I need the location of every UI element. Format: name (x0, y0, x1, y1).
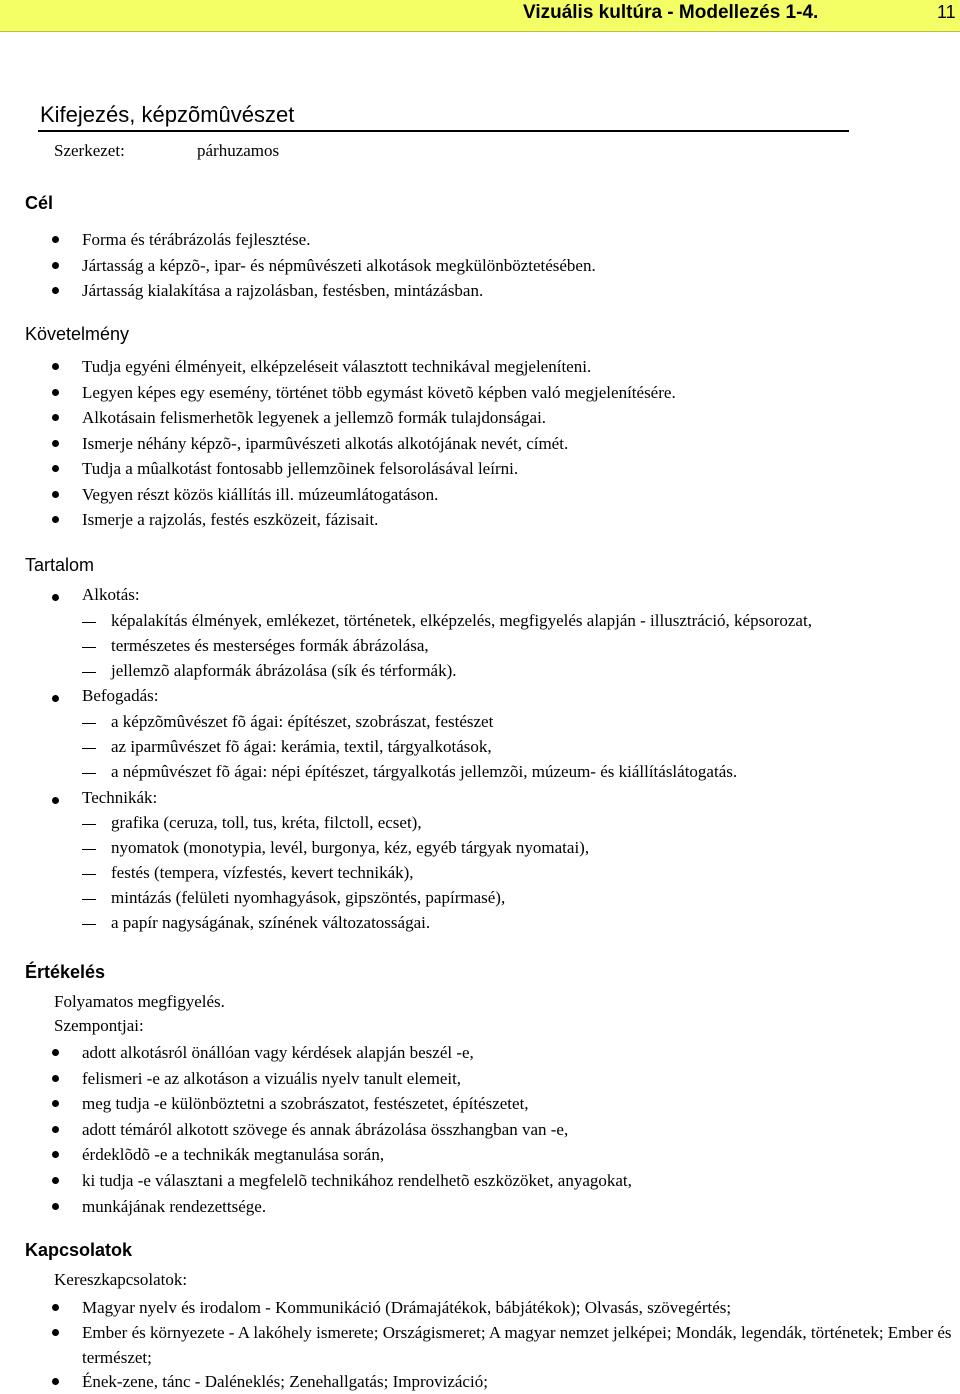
bullet-icon (52, 594, 59, 601)
bullet-icon (52, 440, 59, 447)
list-item: Ismerje a rajzolás, festés eszközeit, fázisait. (0, 507, 676, 533)
ertekeles-intro: Folyamatos megfigyelés. (54, 992, 225, 1011)
bullet-icon (52, 1304, 59, 1311)
dash-icon (82, 824, 96, 825)
section-title-tartalom: Tartalom (25, 555, 95, 575)
ertekeles-criteria-label: Szempontjai: (54, 1016, 144, 1035)
bullet-icon (52, 1049, 59, 1056)
list-item: adott alkotásról önállóan vagy kérdések alapján beszél -e, (0, 1040, 632, 1066)
dash-icon (82, 849, 96, 850)
list-item: Legyen képes egy esemény, történet több egymást követõ képben való megjelenítésére. (0, 380, 676, 406)
dash-icon (82, 622, 96, 623)
bullet-icon (52, 363, 59, 370)
bullet-icon (52, 1177, 59, 1184)
list-item: Jártasság a képzõ-, ipar- és népmûvészeti alkotások megkülönböztetésében. (0, 253, 596, 279)
dash-icon (82, 647, 96, 648)
dash-icon (82, 773, 96, 774)
dash-icon (82, 723, 96, 724)
header-title: Vizuális kultúra - Modellezés 1-4. (523, 2, 819, 23)
list-item: ki tudja -e választani a megfelelõ technikához rendelhetõ eszközöket, anyagokat, (0, 1168, 632, 1194)
bullet-icon (52, 262, 59, 269)
bullet-icon (52, 287, 59, 294)
bullet-icon (52, 236, 59, 243)
bullet-icon (52, 1203, 59, 1210)
page-number: 11 (937, 2, 956, 22)
list-item: Tudja a mûalkotást fontosabb jellemzõinek felsorolásával leírni. (0, 456, 676, 482)
bullet-icon (52, 516, 59, 523)
dash-icon (82, 924, 96, 925)
dash-icon (82, 874, 96, 875)
list-item: Ismerje néhány képzõ-, iparmûvészeti alkotás alkotójának nevét, címét. (0, 431, 676, 457)
bullet-icon (52, 1151, 59, 1158)
heading-rule (38, 130, 849, 132)
list-item: felismeri -e az alkotáson a vizuális nyelv tanult elemeit, (0, 1066, 632, 1092)
section-title-kapcsolatok: Kapcsolatok (25, 1240, 133, 1260)
list-item: munkájának rendezettsége. (0, 1194, 632, 1220)
bullet-icon (52, 695, 59, 702)
list-item: meg tudja -e különböztetni a szobrászatot, festészetet, építészetet, (0, 1091, 632, 1117)
bullet-icon (52, 389, 59, 396)
bullet-icon (52, 414, 59, 421)
dash-icon (82, 748, 96, 749)
list-item: érdeklõdõ -e a technikák megtanulása során, (0, 1142, 632, 1168)
dash-icon (82, 899, 96, 900)
list-item: Forma és térábrázolás fejlesztése. (0, 227, 596, 253)
bullet-icon (52, 1100, 59, 1107)
structure-value: párhuzamos (197, 141, 280, 160)
ertekeles-list (0, 1040, 632, 1219)
list-item: Vegyen részt közös kiállítás ill. múzeumlátogatáson. (0, 482, 676, 508)
bullet-icon (52, 465, 59, 472)
main-heading: Kifejezés, képzõmûvészet (40, 102, 295, 127)
kovetelmeny-list (0, 354, 676, 533)
list-item: adott témáról alkotott szövege és annak ábrázolása összhangban van -e, (0, 1117, 632, 1143)
bullet-icon (52, 491, 59, 498)
bullet-icon (52, 1329, 59, 1336)
bullet-icon (52, 797, 59, 804)
list-item: Jártasság kialakítása a rajzolásban, festésben, mintázásban. (0, 278, 596, 304)
bullet-icon (52, 1126, 59, 1133)
list-item: Tudja egyéni élményeit, elképzeléseit választott technikával megjeleníteni. (0, 354, 676, 380)
kapcsolatok-label: Kereszkapcsolatok: (54, 1270, 188, 1289)
section-title-kovetelmeny: Követelmény (25, 324, 130, 344)
cel-list (0, 227, 596, 304)
structure-label: Szerkezet: (54, 141, 125, 160)
bullet-icon (52, 1378, 59, 1385)
list-item: Alkotásain felismerhetõk legyenek a jellemzõ formák tulajdonságai. (0, 405, 676, 431)
section-title-cel: Cél (25, 193, 54, 213)
dash-icon (82, 672, 96, 673)
bullet-icon (52, 1075, 59, 1082)
section-title-ertekeles: Értékelés (25, 962, 106, 982)
